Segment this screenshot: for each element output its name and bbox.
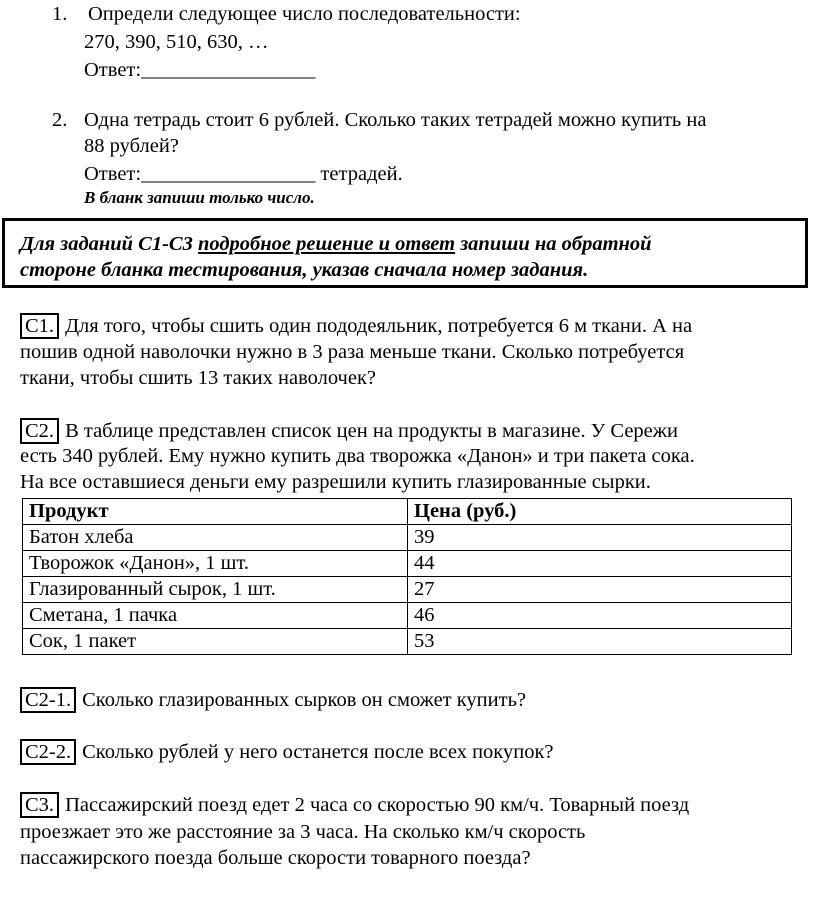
table-cell-price: 27 xyxy=(408,577,792,603)
c1-text1: Для того, чтобы сшить один пододеяльник, потребуется 6 м ткани. А на xyxy=(65,315,693,337)
table-cell-price: 44 xyxy=(408,551,792,577)
table-row xyxy=(23,603,792,629)
instruction-line1 xyxy=(20,232,652,256)
table-cell-product: Батон хлеба xyxy=(23,525,408,551)
table-header-row xyxy=(23,499,792,525)
table-cell-price: 39 xyxy=(408,525,792,551)
c2-line1 xyxy=(20,418,678,444)
task2-answer-line: Ответ:_________________ тетрадей. xyxy=(84,163,403,185)
c3-line3: пассажирского поезда больше скорости товарного поезда? xyxy=(20,847,531,869)
c3-tag: С3. xyxy=(20,792,59,818)
task2-question-line1: Одна тетрадь стоит 6 рублей. Сколько таких тетрадей можно купить на xyxy=(84,109,707,131)
c2-2-line xyxy=(20,739,554,765)
c1-line1 xyxy=(20,313,692,339)
table-header-price: Цена (руб.) xyxy=(408,499,792,525)
c2-1-text: Сколько глазированных сырков он сможет купить? xyxy=(82,689,527,711)
table-cell-price: 53 xyxy=(408,629,792,655)
task1-question: Определи следующее число последовательности: xyxy=(88,3,521,25)
c2-tag: С2. xyxy=(20,418,59,444)
c2-text1: В таблице представлен список цен на продукты в магазине. У Сережи xyxy=(65,420,678,442)
task1-sequence: 270, 390, 510, 630, … xyxy=(84,31,269,53)
task2-number: 2. xyxy=(52,109,68,131)
c2-2-tag: С2-2. xyxy=(20,739,76,765)
table-cell-product: Сметана, 1 пачка xyxy=(23,603,408,629)
c2-line2: есть 340 рублей. Ему нужно купить два творожка «Данон» и три пакета сока. xyxy=(20,445,695,467)
c2-2-text: Сколько рублей у него останется после всех покупок? xyxy=(82,741,554,763)
table-cell-price: 46 xyxy=(408,603,792,629)
task2-note: В бланк запиши только число. xyxy=(84,188,315,207)
task1-answer-line: Ответ:_________________ xyxy=(84,59,316,81)
table-row xyxy=(23,577,792,603)
table-cell-product: Сок, 1 пакет xyxy=(23,629,408,655)
c3-line1 xyxy=(20,792,689,818)
c2-1-tag: С2-1. xyxy=(20,687,76,713)
c3-line2: проезжает это же расстояние за 3 часа. На сколько км/ч скорость xyxy=(20,821,586,843)
task1-number: 1. xyxy=(52,3,68,25)
instruction-part1: Для заданий С1-С3 xyxy=(20,233,198,255)
table-header-product: Продукт xyxy=(23,499,408,525)
table-row xyxy=(23,525,792,551)
table-cell-product: Творожок «Данон», 1 шт. xyxy=(23,551,408,577)
c1-line2: пошив одной наволочки нужно в 3 раза меньше ткани. Сколько потребуется xyxy=(20,341,685,363)
c1-line3: ткани, чтобы сшить 13 таких наволочек? xyxy=(20,367,377,389)
instruction-underlined: подробное решение и ответ xyxy=(197,233,456,255)
c2-line3: На все оставшиеся деньги ему разрешили купить глазированные сырки. xyxy=(20,471,651,493)
table-cell-product: Глазированный сырок, 1 шт. xyxy=(23,577,408,603)
instruction-part3: запиши на обратной xyxy=(455,233,652,255)
table-row xyxy=(23,551,792,577)
task2-question-line2: 88 рублей? xyxy=(84,135,179,157)
c1-tag: С1. xyxy=(20,313,59,339)
price-table xyxy=(22,498,792,655)
instruction-line2: стороне бланка тестирования, указав сначала номер задания. xyxy=(20,259,589,281)
c3-text1: Пассажирский поезд едет 2 часа со скоростью 90 км/ч. Товарный поезд xyxy=(65,794,690,816)
table-row xyxy=(23,629,792,655)
c2-1-line xyxy=(20,687,526,713)
